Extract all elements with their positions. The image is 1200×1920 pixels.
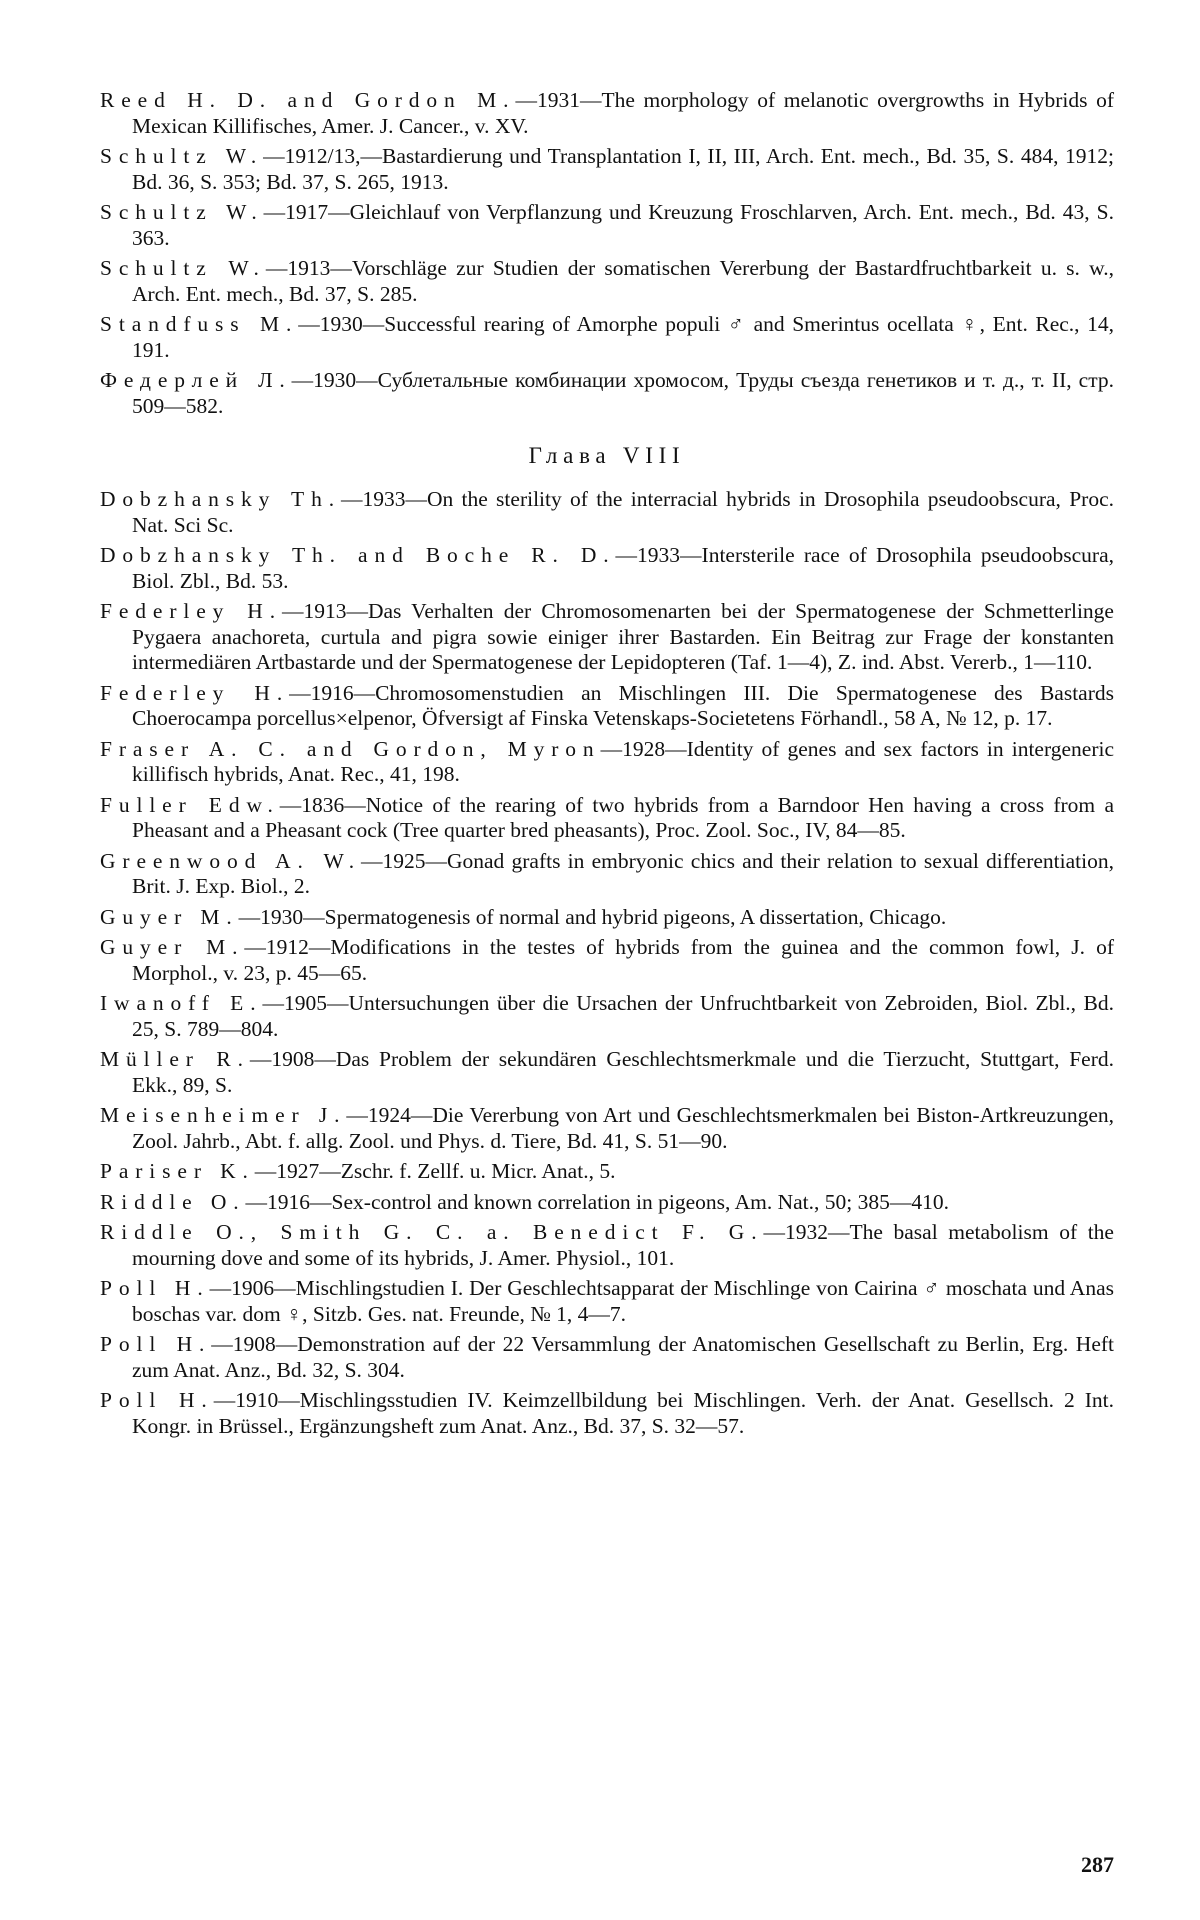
entry-author: Greenwood A. W. [100, 848, 361, 873]
entry-author: Federley H. [100, 599, 282, 623]
chapter-heading: Глава VIII [528, 443, 686, 468]
entry-citation: —1930—Сублетальные комбинации хромосом, Труды съезда генетиков и т. д., т. II, стр. 509—582. [132, 368, 1114, 418]
bibliography-entry [100, 1276, 1114, 1327]
bibliography-entry [100, 599, 1114, 676]
bibliography-entry [100, 1159, 1114, 1185]
entry-author: Poll H. [100, 1332, 212, 1356]
entry-citation: —1905—Untersuchungen über die Ursachen der Unfruchtbarkeit von Zebroiden, Biol. Zbl., Bd. 25, S. 789—804. [132, 991, 1114, 1041]
entry-citation: —1930—Successful rearing of Amorphe populi ♂ and Smerintus ocellata ♀, Ent. Rec., 14, 191. [132, 312, 1114, 362]
bibliography-entry [100, 1388, 1114, 1439]
entry-citation: —1932—The basal metabolism of the mourning dove and some of its hybrids, J. Amer. Physiol., 101. [132, 1220, 1114, 1270]
entry-citation: —1908—Das Problem der sekundären Geschlechtsmerkmale und die Tierzucht, Stuttgart, Ferd. Ekk., 89, S. [132, 1047, 1114, 1097]
bibliography-entry [100, 88, 1114, 139]
entry-citation: —1930—Spermatogenesis of normal and hybrid pigeons, A dissertation, Chicago. [238, 904, 947, 929]
entry-author: Федерлей Л. [100, 368, 292, 392]
entry-author: Meisenheimer J. [100, 1103, 347, 1127]
entry-author: Guyer M. [100, 904, 239, 929]
entry-citation: —1836—Notice of the rearing of two hybrids from a Barndoor Hen having a cross from a Pheasant and a Pheasant cock (Tree quarter bred pheasants), Proc. Zool. Soc., IV, 84—85. [132, 792, 1114, 842]
entry-author: Fuller Edw. [100, 792, 280, 817]
bibliography-entry [100, 849, 1114, 900]
bibliography-entry [100, 200, 1114, 251]
entry-author: Dobzhansky Th. and Boche R. D. [100, 543, 616, 567]
bibliography-entry [100, 312, 1114, 363]
entry-citation: —1916—Sex-control and known correlation in pigeons, Am. Nat., 50; 385—410. [245, 1189, 949, 1214]
entry-citation: —1913—Das Verhalten der Chromosomenarten bei der Spermatogenese der Schmetterlinge Pygaera anachoreta, curtula and pigra sowie einiger ihrer Bastarden. Ein Beitrag zur Frage der konstanten intermediären Artbastarde und der Spermatogenese der Lepidopteren (Taf. 1—4), Z. ind. Abst. Vererb., 1—110. [132, 599, 1114, 674]
bibliography-entry [100, 905, 1114, 931]
bibliography-entry [100, 543, 1114, 594]
entry-author: Federley H. [100, 680, 290, 705]
entry-author: Schultz W. [100, 200, 264, 224]
entry-author: Reed H. D. and Gordon M. [100, 88, 516, 112]
bibliography-entry [100, 256, 1114, 307]
bibliography-entry [100, 487, 1114, 538]
entry-citation: —1931—The morphology of melanotic overgrowths in Hybrids of Mexican Killifisches, Amer. J. Cancer., v. XV. [132, 88, 1114, 138]
bibliography-entry [100, 737, 1114, 788]
entry-author: Schultz W. [100, 256, 266, 280]
entry-author: Iwanoff E. [100, 991, 263, 1015]
entry-author: Standfuss M. [100, 312, 299, 336]
entry-citation: —1933—On the sterility of the interracial hybrids in Drosophila pseudoobscura, Proc. Nat. Sci Sc. [132, 487, 1114, 537]
entry-citation: —1916—Chromosomenstudien an Mischlingen III. Die Spermatogenese des Bastards Choerocampa porcellus×elpenor, Öfversigt af Finska Vetenskaps-Societetens Förhandl., 58 A, № 12, p. 17. [132, 680, 1114, 730]
entry-citation: —1925—Gonad grafts in embryonic chics and their relation to sexual differentiation, Brit. J. Exp. Biol., 2. [132, 848, 1114, 898]
bibliography-list-bottom [100, 487, 1114, 1439]
entry-author: Guyer M. [100, 935, 245, 959]
bibliography-entry [100, 935, 1114, 986]
bibliography-entry [100, 681, 1114, 732]
bibliography-entry [100, 1332, 1114, 1383]
page-number: 287 [1081, 1852, 1114, 1877]
entry-citation: —1924—Die Vererbung von Art und Geschlechtsmerkmalen bei Biston-Artkreuzungen, Zool. Jahrb., Abt. f. allg. Zool. und Phys. d. Tiere, Bd. 41, S. 51—90. [132, 1103, 1114, 1153]
bibliography-entry [100, 1190, 1114, 1216]
entry-author: Fraser A. C. and Gordon, Myron [100, 736, 601, 761]
bibliography-entry [100, 793, 1114, 844]
bibliography-list-top [100, 88, 1114, 419]
entry-citation: —1917—Gleichlauf von Verpflanzung und Kreuzung Froschlarven, Arch. Ent. mech., Bd. 43, S. 363. [132, 200, 1114, 250]
bibliography-entry [100, 368, 1114, 419]
entry-author: Dobzhansky Th. [100, 487, 341, 511]
entry-citation: —1912—Modifications in the testes of hybrids from the guinea and the common fowl, J. of Morphol., v. 23, p. 45—65. [132, 935, 1115, 985]
entry-author: Riddle O. [100, 1189, 246, 1214]
bibliography-entry [100, 1047, 1114, 1098]
entry-citation: —1906—Mischlingstudien I. Der Geschlechtsapparat der Mischlinge von Cairina ♂ moschata und Anas boschas var. dom ♀, Sitzb. Ges. nat. Freunde, № 1, 4—7. [132, 1276, 1114, 1326]
entry-citation: —1928—Identity of genes and sex factors in intergeneric killifisch hybrids, Anat. Rec., 41, 198. [132, 736, 1114, 786]
bibliography-entry [100, 1220, 1114, 1271]
entry-citation: —1913—Vorschläge zur Studien der somatischen Vererbung der Bastardfruchtbarkeit u. s. w., Arch. Ent. mech., Bd. 37, S. 285. [132, 256, 1114, 306]
entry-author: Poll H. [100, 1276, 210, 1300]
book-page [100, 88, 1114, 1444]
bibliography-entry [100, 144, 1114, 195]
entry-author: Pariser K. [100, 1159, 255, 1183]
entry-citation: —1912/13,—Bastardierung und Transplantation I, II, III, Arch. Ent. mech., Bd. 35, S. 484, 1912; Bd. 36, S. 353; Bd. 37, S. 265, 1913. [132, 144, 1114, 194]
entry-author: Schultz W. [100, 144, 264, 168]
entry-author: Müller R. [100, 1047, 250, 1071]
entry-author: Riddle O., Smith G. C. a. Benedict F. G. [100, 1220, 764, 1244]
entry-citation: —1933—Intersterile race of Drosophila pseudoobscura, Biol. Zbl., Bd. 53. [132, 543, 1114, 593]
entry-citation: —1910—Mischlingsstudien IV. Keimzellbildung bei Mischlingen. Verh. der Anat. Gesellsch. 2 Int. Kongr. in Brüssel., Ergänzungsheft zum Anat. Anz., Bd. 37, S. 32—57. [132, 1388, 1115, 1438]
entry-author: Poll H. [100, 1388, 214, 1412]
entry-citation: —1927—Zschr. f. Zellf. u. Micr. Anat., 5. [254, 1159, 616, 1183]
bibliography-entry [100, 1103, 1114, 1154]
entry-citation: —1908—Demonstration auf der 22 Versammlung der Anatomischen Gesellschaft zu Berlin, Erg. Heft zum Anat. Anz., Bd. 32, S. 304. [132, 1332, 1114, 1382]
bibliography-entry [100, 991, 1114, 1042]
